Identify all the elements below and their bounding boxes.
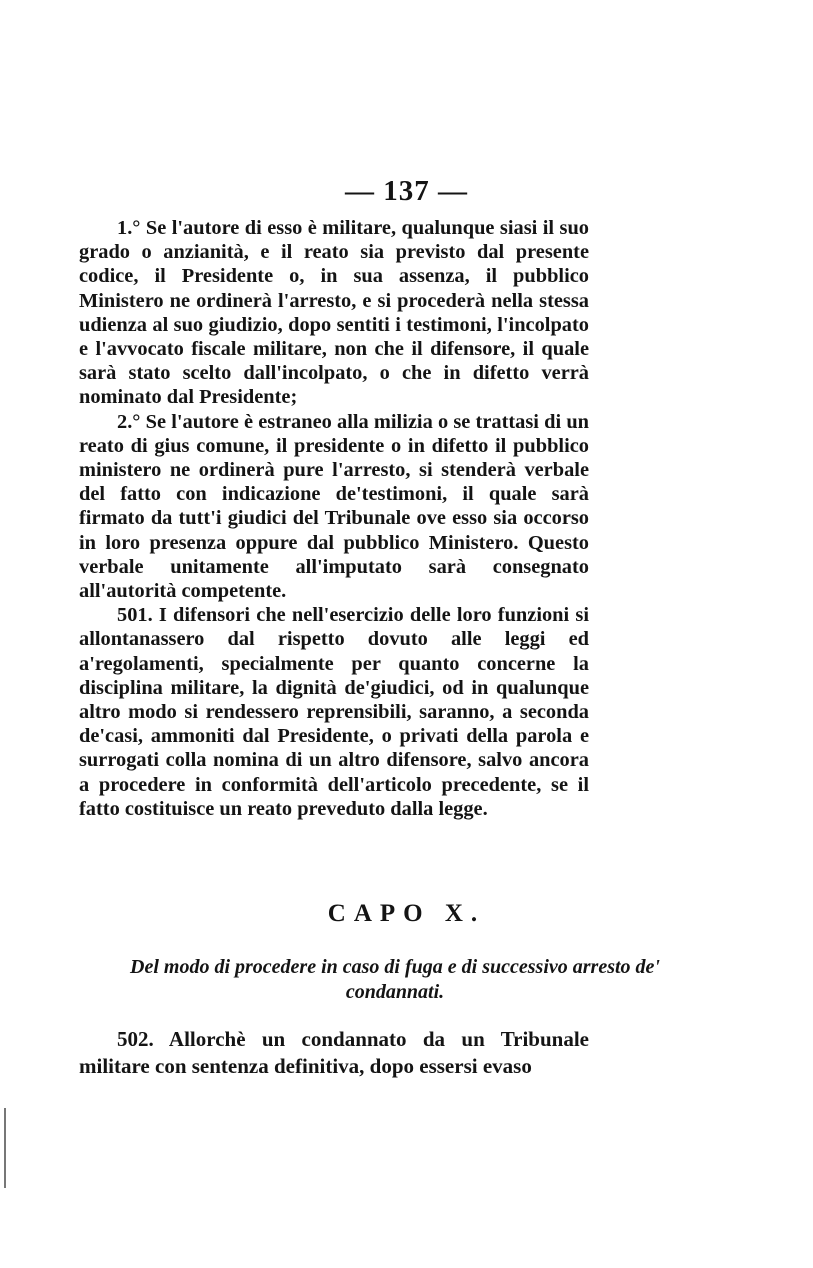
page-number: — 137 —: [345, 175, 468, 207]
chapter-subtitle: Del modo di procedere in caso di fuga e di successivo arresto de' condannati.: [130, 956, 660, 1003]
margin-mark: [4, 1108, 6, 1188]
chapter-heading: CAPO X.: [327, 900, 486, 927]
paragraph-article-502: 502. Allorchè un condannato da un Tribunale militare con sentenza definitiva, dopo essersi evaso: [79, 1027, 589, 1078]
text-block: [79, 216, 589, 821]
paragraph-clause-1: 1.° Se l'autore di esso è militare, qualunque siasi il suo grado o anzianità, e il reato sia previsto dal presente codice, il Presidente o, in sua assenza, il pubblico Ministero ne ordinerà l'arresto, e si procederà nella stessa udienza al suo giudizio, dopo sentiti i testimoni, l'incolpato e l'avvocato fiscale militare, non che il difensore, il quale sarà stato scelto dall'incolpato, o che in difetto verrà nominato dal Presidente;: [79, 217, 589, 409]
text-block-continued: [79, 1026, 589, 1080]
paragraph-clause-2: 2.° Se l'autore è estraneo alla milizia o se trattasi di un reato di gius comune, il presidente o in difetto il pubblico ministero ne ordinerà pure l'arresto, si stenderà verbale del fatto con indicazione de'testimoni, il quale sarà firmato da tutt'i giudici del Tribunale ove esso sia occorso in loro presenza oppure dal pubblico Ministero. Questo verbale unitamente all'imputato sarà consegnato all'autorità competente.: [79, 410, 589, 603]
paragraph-article-501: 501. I difensori che nell'esercizio delle loro funzioni si allontanassero dal rispetto dovuto alle leggi ed a'regolamenti, specialmente per quanto concerne la disciplina militare, la dignità de'giudici, od in qualunque altro modo si rendessero reprensibili, saranno, a seconda de'casi, ammoniti dal Presidente, o privati della parola e surrogati colla nomina di un altro difensore, salvo ancora a procedere in conformità dell'articolo precedente, se il fatto costituisce un reato preveduto dalla legge.: [79, 604, 589, 820]
